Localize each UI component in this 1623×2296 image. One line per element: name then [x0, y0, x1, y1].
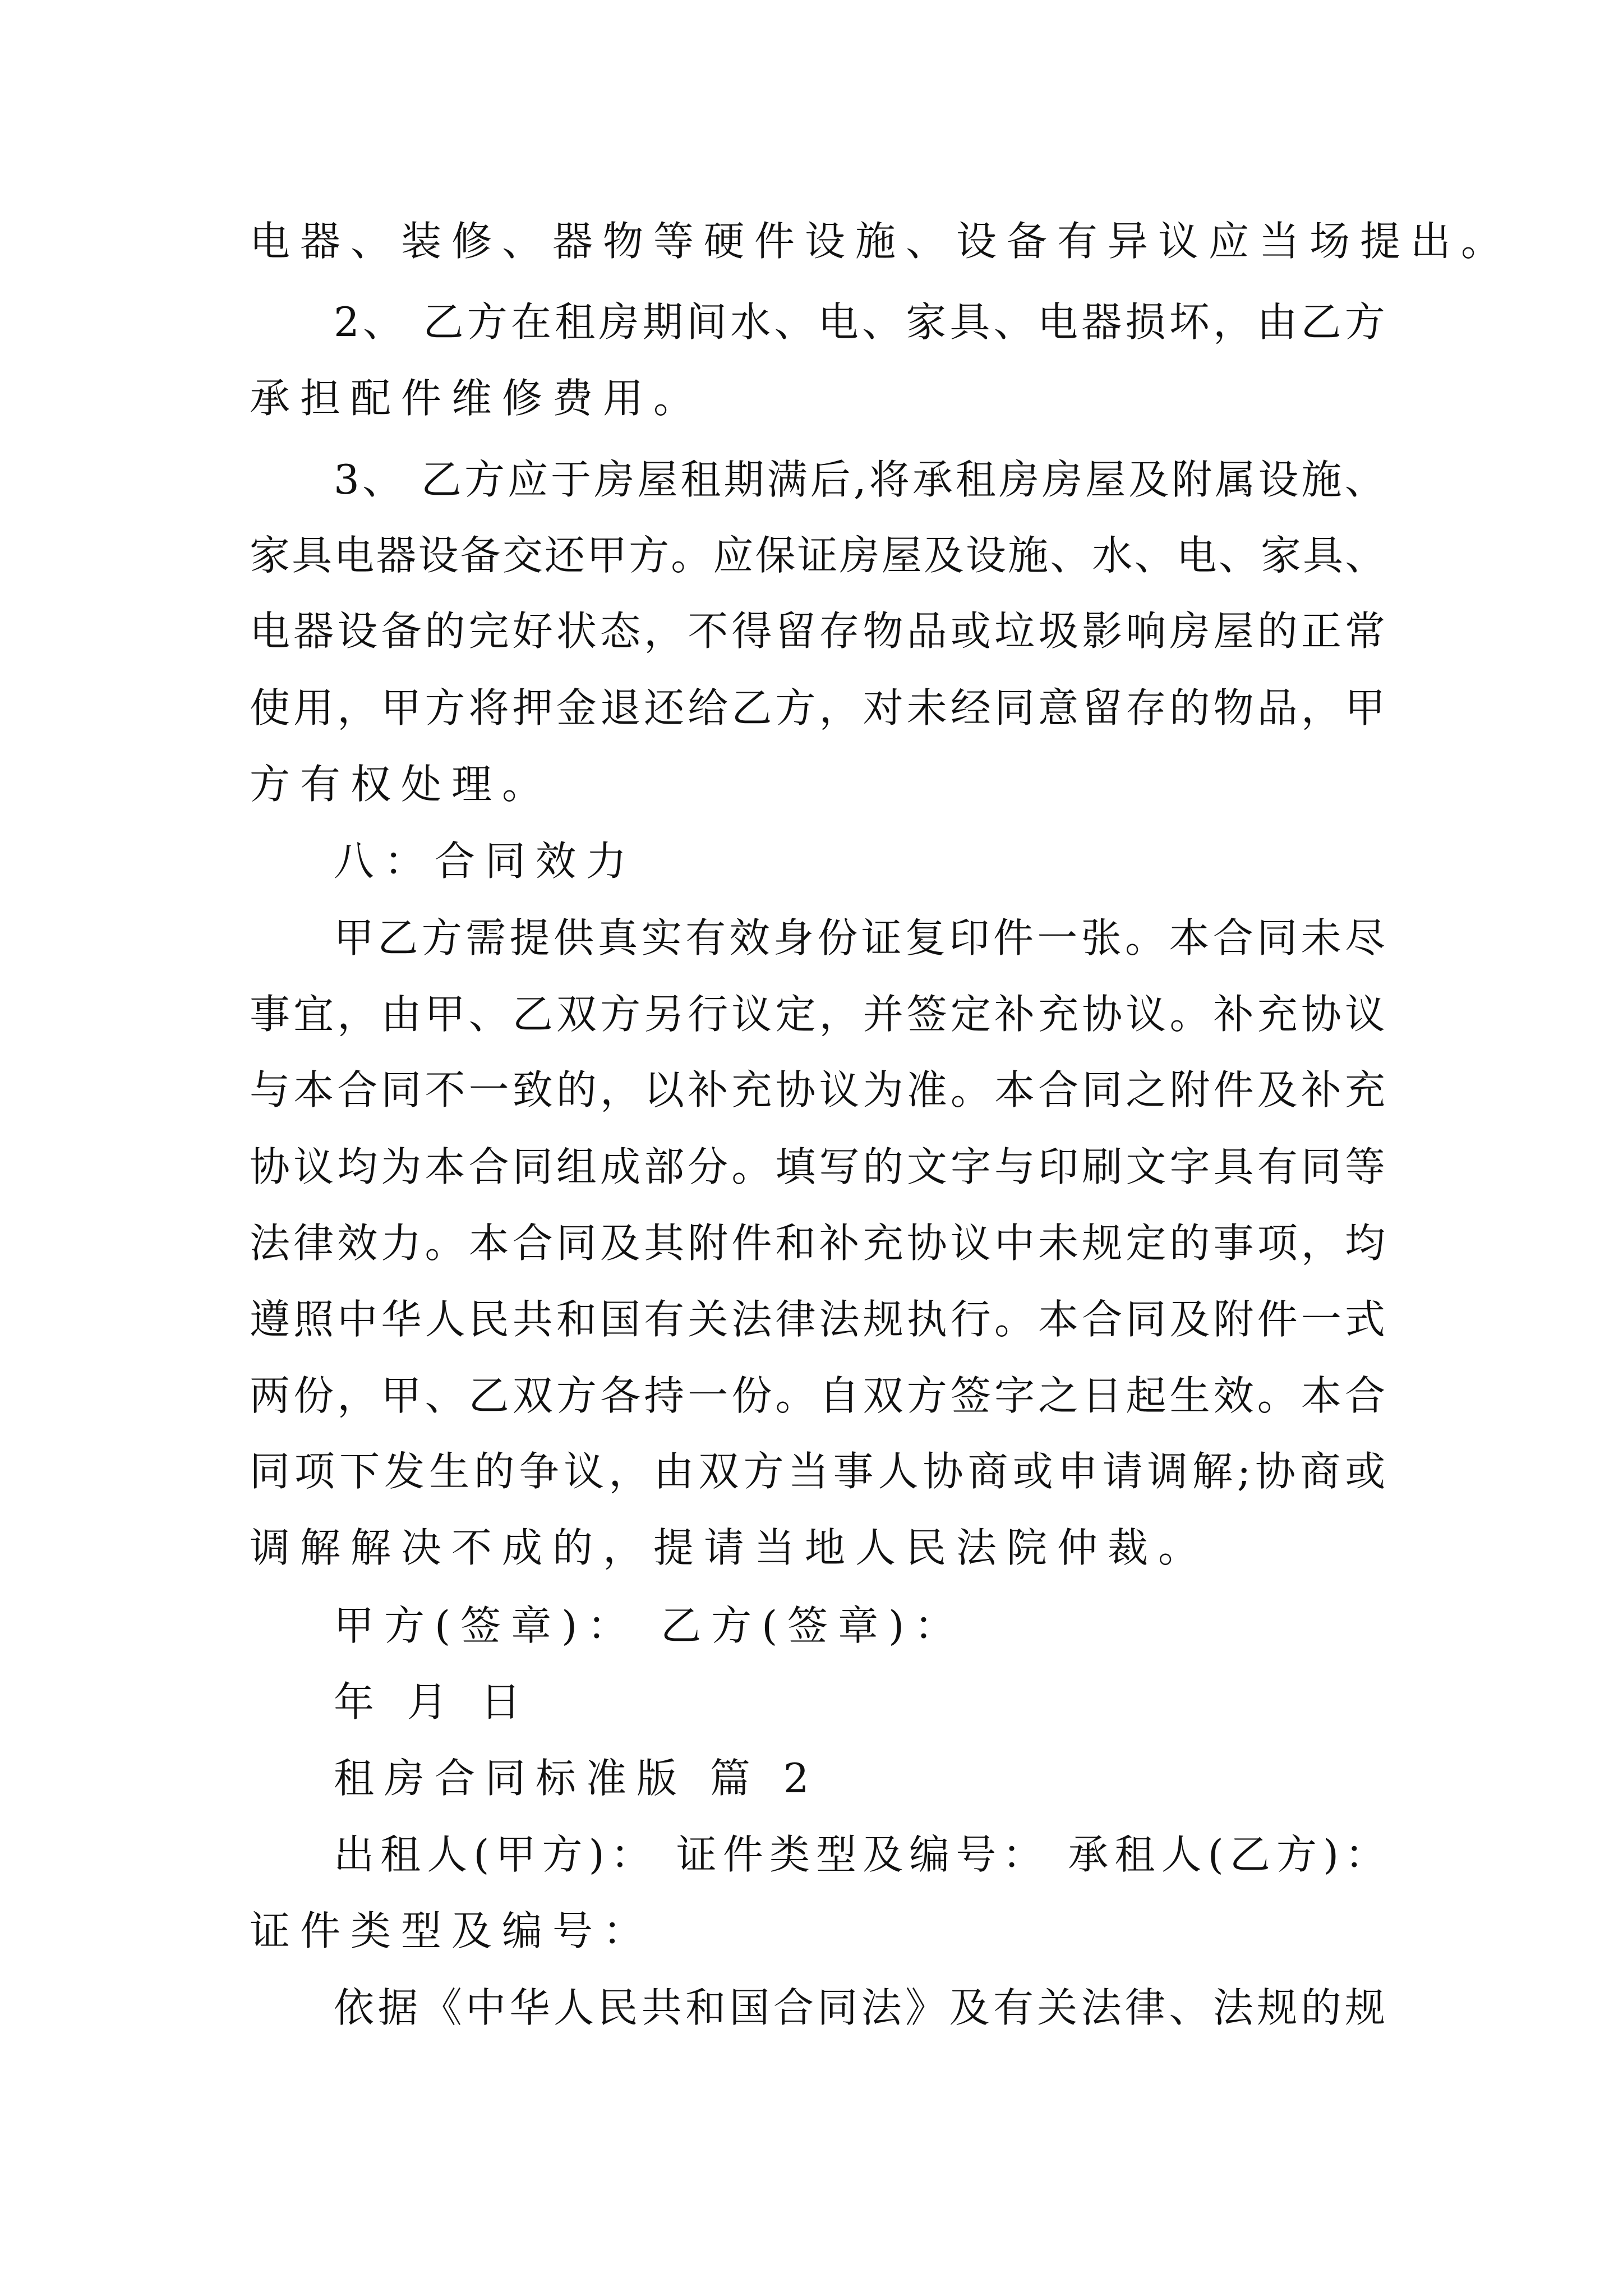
text-line: 3、 乙方应于房屋租期满后,将承租房房屋及附属设施、	[334, 456, 1388, 503]
date-line: 年 月 日	[334, 1678, 531, 1726]
text-line: 方有权处理。	[250, 761, 553, 808]
text-line: 家具电器设备交还甲方。应保证房屋及设施、水、电、家具、	[250, 532, 1387, 579]
text-line: 电器、装修、器物等硬件设施、设备有异议应当场提出。	[250, 218, 1512, 265]
signature-line: 甲方(签章)： 乙方(签章)：	[334, 1602, 965, 1649]
text-line: 协议均为本合同组成部分。填写的文字与印刷文字具有同等	[250, 1143, 1389, 1190]
text-line: 与本合同不一致的，以补充协议为准。本合同之附件及补充	[250, 1066, 1389, 1114]
text-line: 遵照中华人民共和国有关法律法规执行。本合同及附件一式	[250, 1296, 1389, 1343]
text-line: 电器设备的完好状态，不得留存物品或垃圾影响房屋的正常	[250, 608, 1389, 655]
text-line: 事宜，由甲、乙双方另行议定，并签定补充协议。补充协议	[250, 991, 1389, 1038]
text-line: 使用，甲方将押金退还给乙方，对未经同意留存的物品，甲	[250, 684, 1389, 731]
section-heading: 八：合同效力	[334, 838, 637, 885]
text-line: 同项下发生的争议，由双方当事人协商或申请调解;协商或	[250, 1448, 1390, 1495]
text-line: 两份，甲、乙双方各持一份。自双方签字之日起生效。本合	[250, 1372, 1389, 1419]
text-line: 2、 乙方在租房期间水、电、家具、电器损坏，由乙方	[334, 298, 1389, 346]
text-line: 法律效力。本合同及其附件和补充协议中未规定的事项，均	[250, 1220, 1389, 1267]
text-line: 甲乙方需提供真实有效身份证复印件一张。本合同未尽	[334, 914, 1389, 961]
article-title: 租房合同标准版 篇 2	[334, 1755, 819, 1802]
parties-line: 出租人(甲方)： 证件类型及编号： 承租人(乙方)：	[334, 1831, 1392, 1878]
text-line: 调解解决不成的，提请当地人民法院仲裁。	[250, 1524, 1209, 1571]
text-line: 承担配件维修费用。	[250, 375, 704, 422]
text-line: 证件类型及编号：	[250, 1907, 654, 1954]
text-line: 依据《中华人民共和国合同法》及有关法律、法规的规	[334, 1984, 1389, 2031]
